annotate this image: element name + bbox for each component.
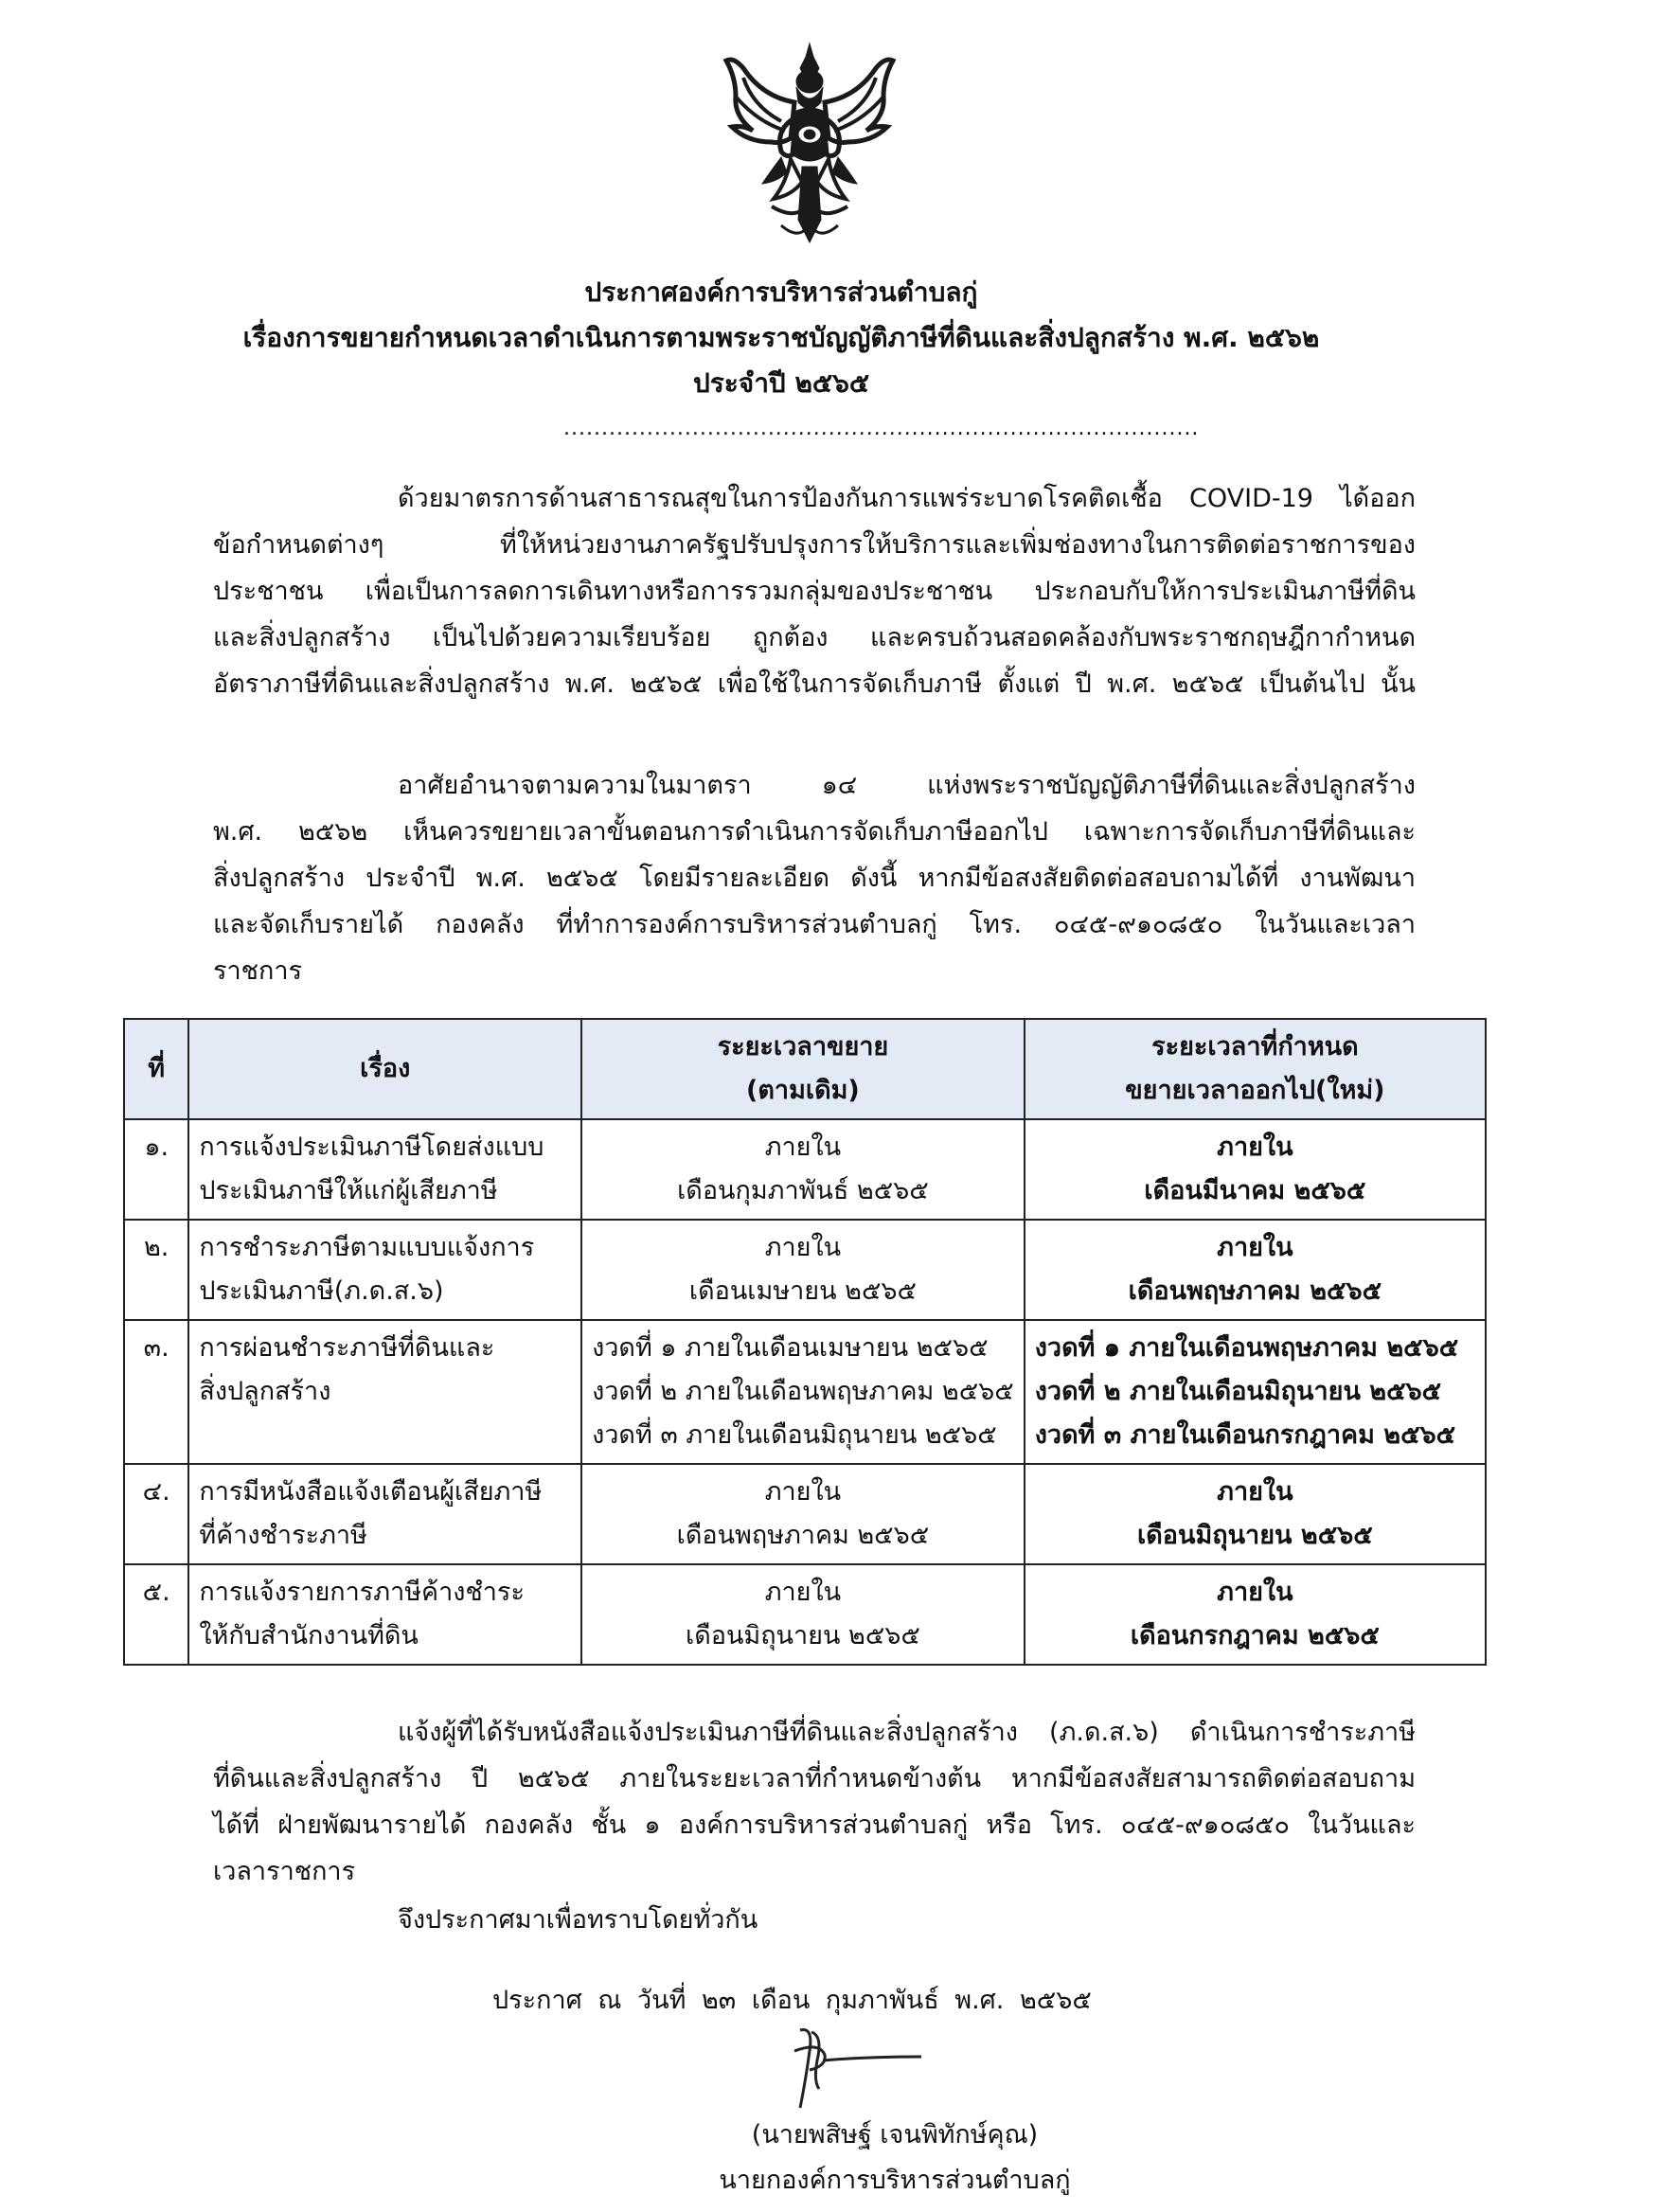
row-number: ๓. [124, 1320, 188, 1464]
row-new-period [1025, 1119, 1486, 1220]
header-line: (ตามเดิม) [746, 1076, 860, 1105]
cell-line: การมีหนังสือแจ้งเตือนผู้เสียภาษี [199, 1477, 543, 1507]
paragraph-line: ได้ที่ ฝ่ายพัฒนารายได้ กองคลัง ชั้น ๑ องค์การบริหารส่วนตำบลกู่ หรือ โทร. ๐๔๕-๙๑๐๘๕๐ ในวันและ [213, 1811, 1416, 1840]
cell-line: เดือนมีนาคม ๒๕๖๕ [1144, 1176, 1366, 1205]
schedule-table [123, 1018, 1487, 1666]
cell-line: ภายใน [764, 1133, 842, 1162]
cell-line: ภายใน [764, 1233, 842, 1262]
paragraph-payment-notice [213, 1709, 1416, 1895]
announcement-title: ประกาศองค์การบริหารส่วนตำบลกู่ [584, 276, 978, 308]
paragraph-line: แจ้งผู้ที่ได้รับหนังสือแจ้งประเมินภาษีที่ดินและสิ่งปลูกสร้าง (ภ.ด.ส.๖) ดำเนินการชำระภาษี [398, 1718, 1416, 1747]
cell-line: งวดที่ ๑ ภายในเดือนพฤษภาคม ๒๕๖๕ [1034, 1333, 1459, 1363]
row-old-period [581, 1119, 1025, 1220]
row-old-period [581, 1220, 1025, 1320]
row-subject [188, 1464, 581, 1564]
cell-line: การผ่อนชำระภาษีที่ดินและ [199, 1333, 495, 1363]
table-row [124, 1220, 1486, 1320]
row-new-period [1025, 1220, 1486, 1320]
paragraph-line: ที่ดินและสิ่งปลูกสร้าง ปี ๒๕๖๕ ภายในระยะเวลาที่กำหนดข้างต้น หากมีข้อสงสัยสามารถติดต่อสอบถาม [213, 1764, 1416, 1793]
cell-line: ประเมินภาษี(ภ.ด.ส.๖) [199, 1276, 444, 1306]
table-header-row [124, 1019, 1486, 1119]
paragraph-line: ด้วยมาตรการด้านสาธารณสุขในการป้องกันการแพร่ระบาดโรคติดเชื้อ COVID-19 ได้ออก [398, 484, 1416, 513]
column-header-new-period [1025, 1019, 1486, 1119]
row-old-period [581, 1464, 1025, 1564]
cell-line: การแจ้งรายการภาษีค้างชำระ [199, 1578, 525, 1607]
cell-line: เดือนพฤษภาคม ๒๕๖๕ [1128, 1276, 1382, 1306]
signer-title: นายกองค์การบริหารส่วนตำบลกู่ [719, 2166, 1071, 2195]
paragraph-line: อัตราภาษีที่ดินและสิ่งปลูกสร้าง พ.ศ. ๒๕๖๕ เพื่อใช้ในการจัดเก็บภาษี ตั้งแต่ ปี พ.ศ. ๒๕๖๕ เป็นต้นไป นั้น [213, 669, 1416, 699]
closing-notice: จึงประกาศมาเพื่อทราบโดยทั่วกัน [398, 1905, 758, 1935]
announcement-year: ประจำปี ๒๕๖๕ [692, 367, 870, 399]
cell-line: เดือนมิถุนายน ๒๕๖๕ [1137, 1521, 1373, 1550]
table-row [124, 1320, 1486, 1464]
table-row [124, 1464, 1486, 1564]
cell-line: เดือนเมษายน ๒๕๖๕ [688, 1276, 917, 1306]
paragraph-line: เวลาราชการ [213, 1857, 356, 1886]
cell-line: ที่ค้างชำระภาษี [199, 1521, 367, 1550]
paragraph-line: อาศัยอำนาจตามความในมาตรา ๑๔ แห่งพระราชบัญญัติภาษีที่ดินและสิ่งปลูกสร้าง [398, 771, 1416, 800]
row-number: ๒. [124, 1220, 188, 1320]
signer-name: (นายพสิษฐ์ เจนพิทักษ์คุณ) [751, 2120, 1039, 2150]
row-number: ๑. [124, 1119, 188, 1220]
paragraph-line: และสิ่งปลูกสร้าง เป็นไปด้วยความเรียบร้อย ถูกต้อง และครบถ้วนสอดคล้องกับพระราชกฤษฎีกากำหนด [213, 623, 1416, 652]
row-subject [188, 1220, 581, 1320]
cell-line: งวดที่ ๓ ภายในเดือนมิถุนายน ๒๕๖๕ [592, 1420, 997, 1450]
column-header-no: ที่ [124, 1019, 188, 1119]
header-line: ระยะเวลาขยาย [717, 1032, 889, 1061]
garuda-emblem-icon [715, 40, 904, 258]
row-number: ๔. [124, 1464, 188, 1564]
paragraph-line: สิ่งปลูกสร้าง ประจำปี พ.ศ. ๒๕๖๕ โดยมีรายละเอียด ดังนี้ หากมีข้อสงสัยติดต่อสอบถามได้ที่ งานพัฒนา [213, 864, 1416, 893]
paragraph-line: ข้อกำหนดต่างๆ ที่ให้หน่วยงานภาครัฐปรับปรุงการให้บริการและเพิ่มช่องทางในการติดต่อราชการของ [213, 530, 1416, 560]
cell-line: สิ่งปลูกสร้าง [199, 1377, 331, 1406]
row-new-period [1025, 1564, 1486, 1665]
row-number: ๕. [124, 1564, 188, 1665]
row-old-period [581, 1564, 1025, 1665]
cell-line: ภายใน [764, 1578, 842, 1607]
announcement-date: ประกาศ ณ วันที่ ๒๓ เดือน กุมภาพันธ์ พ.ศ. ๒๕๖๕ [492, 1986, 1092, 2015]
cell-line: การแจ้งประเมินภาษีโดยส่งแบบ [199, 1133, 544, 1162]
cell-line: งวดที่ ๒ ภายในเดือนมิถุนายน ๒๕๖๕ [1034, 1377, 1442, 1406]
header-line: ขยายเวลาออกไป(ใหม่) [1125, 1076, 1385, 1105]
column-header-subject: เรื่อง [188, 1019, 581, 1119]
cell-line: ให้กับสำนักงานที่ดิน [199, 1621, 419, 1650]
paragraph-covid-measures [213, 475, 1416, 707]
paragraph-line: และจัดเก็บรายได้ กองคลัง ที่ทำการองค์การบริหารส่วนตำบลกู่ โทร. ๐๔๕-๙๑๐๘๕๐ ในวันและเวลา [213, 910, 1416, 939]
cell-line: งวดที่ ๓ ภายในเดือนกรกฎาคม ๒๕๖๕ [1034, 1420, 1456, 1450]
row-new-period [1025, 1320, 1486, 1464]
cell-line: ภายใน [1217, 1133, 1293, 1162]
dotted-separator: .................................................................................... [563, 417, 1200, 440]
row-subject [188, 1564, 581, 1665]
announcement-subject: เรื่องการขยายกำหนดเวลาดำเนินการตามพระราชบัญญัติภาษีที่ดินและสิ่งปลูกสร้าง พ.ศ. ๒๕๖๒ [242, 322, 1320, 353]
header-line: ระยะเวลาที่กำหนด [1151, 1032, 1359, 1061]
cell-line: ภายใน [1217, 1578, 1293, 1607]
row-subject [188, 1119, 581, 1220]
cell-line: เดือนพฤษภาคม ๒๕๖๕ [676, 1521, 930, 1550]
cell-line: ภายใน [1217, 1477, 1293, 1507]
paragraph-line: พ.ศ. ๒๕๖๒ เห็นควรขยายเวลาขั้นตอนการดำเนินการจัดเก็บภาษีออกไป เฉพาะการจัดเก็บภาษีที่ดินและ [213, 817, 1416, 847]
cell-line: ประเมินภาษีให้แก่ผู้เสียภาษี [199, 1176, 498, 1205]
cell-line: งวดที่ ๑ ภายในเดือนเมษายน ๒๕๖๕ [592, 1333, 989, 1363]
cell-line: เดือนกุมภาพันธ์ ๒๕๖๕ [677, 1176, 929, 1205]
cell-line: เดือนกรกฎาคม ๒๕๖๕ [1130, 1621, 1380, 1650]
table-row [124, 1564, 1486, 1665]
paragraph-line: ประชาชน เพื่อเป็นการลดการเดินทางหรือการรวมกลุ่มของประชาชน ประกอบกับให้การประเมินภาษีที่ดิน [213, 577, 1416, 606]
cell-line: การชำระภาษีตามแบบแจ้งการ [199, 1233, 535, 1262]
handwritten-signature-icon [781, 2023, 923, 2117]
cell-line: ภายใน [764, 1477, 842, 1507]
column-header-old-period [581, 1019, 1025, 1119]
cell-line: ภายใน [1217, 1233, 1293, 1262]
cell-line: เดือนมิถุนายน ๒๕๖๕ [685, 1621, 920, 1650]
paragraph-legal-authority [213, 762, 1416, 994]
row-old-period [581, 1320, 1025, 1464]
row-new-period [1025, 1464, 1486, 1564]
paragraph-line: ราชการ [213, 956, 302, 986]
row-subject [188, 1320, 581, 1464]
cell-line: งวดที่ ๒ ภายในเดือนพฤษภาคม ๒๕๖๕ [592, 1377, 1014, 1406]
table-row [124, 1119, 1486, 1220]
